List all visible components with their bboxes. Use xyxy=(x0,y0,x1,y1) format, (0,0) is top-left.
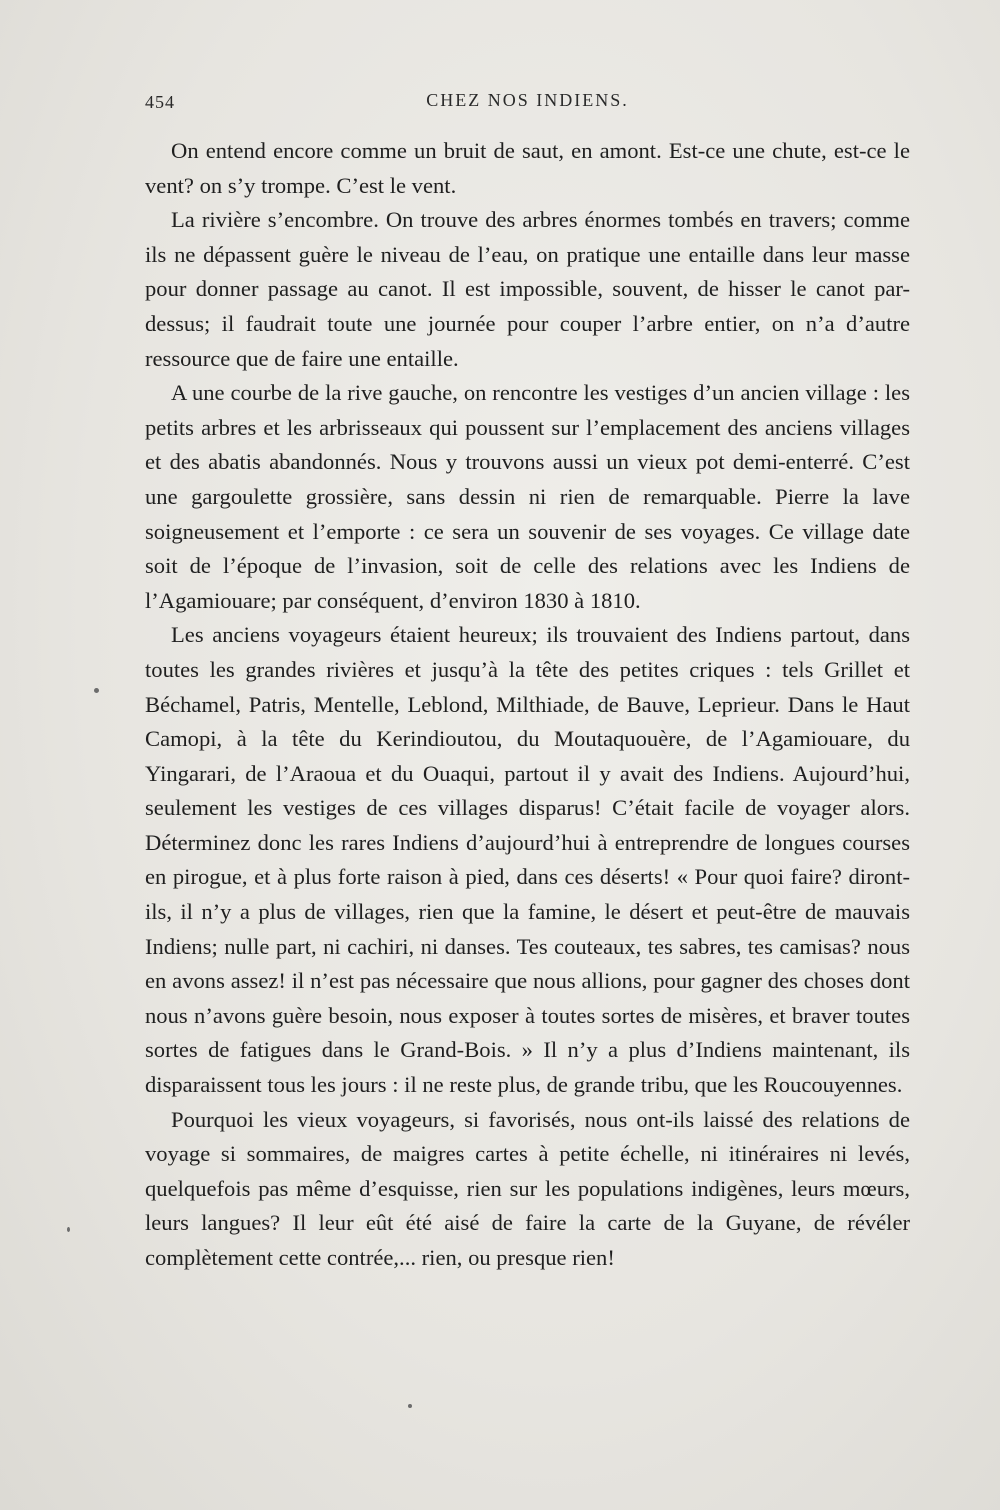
ink-speck xyxy=(94,688,99,693)
paragraph: Les anciens voyageurs étaient heureux; ils trouvaient des Indiens partout, dans toutes les grandes rivières et jusqu’à la tête des petites criques : tels Grillet et Béchamel, Patris, Mentelle, Leblond, Milthiade, de Bauve, Leprieur. Dans le Haut Camopi, à la tête du Kerindioutou, du Moutaquouère, de l’Agamiouare, du Yingarari, de l’Araoua et du Ouaqui, partout il y avait des Indiens. Aujourd’hui, seulement les vestiges de ces villages disparus! C’était facile de voyager alors. Déterminez donc les rares Indiens d’aujourd’hui à entreprendre de longues courses en pirogue, et à plus forte raison à pied, dans ces déserts! « Pour quoi faire? diront-ils, il n’y a plus de villages, rien que la famine, le désert et peut-être de mauvais Indiens; nulle part, ni cachiri, ni danses. Tes couteaux, tes sabres, tes camisas? nous en avons assez! il n’est pas nécessaire que nous allions, pour gagner des choses dont nous n’avons guère besoin, nous exposer à toutes sortes de misères, et braver toutes sortes de fatigues dans le Grand-Bois. » Il n’y a plus d’Indiens maintenant, ils disparaissent tous les jours : il ne reste plus, de grande tribu, que les Roucouyennes. xyxy=(145,622,910,1098)
paragraph: Pourquoi les vieux voyageurs, si favorisés, nous ont-ils laissé des relations de voyage si sommaires, de maigres cartes à petite échelle, ni itinéraires ni levés, quelquefois pas même d’esquisse, rien sur les populations indigènes, leurs mœurs, leurs langues? Il leur eût été aisé de faire la carte de la Guyane, de révéler complètement cette contrée,... rien, ou presque rien! xyxy=(145,1106,910,1270)
running-head: CHEZ NOS INDIENS. xyxy=(426,90,629,110)
ink-speck xyxy=(67,1227,70,1232)
page-header xyxy=(145,90,910,116)
paragraph: La rivière s’encombre. On trouve des arbres énormes tombés en travers; comme ils ne dépassent guère le niveau de l’eau, on pratique une entaille dans leur masse pour donner passage au canot. Il est impossible, souvent, de hisser le canot par-dessus; il faudrait toute une journée pour couper l’arbre entier, on n’a d’autre ressource que de faire une entaille. xyxy=(145,207,910,371)
paragraph: On entend encore comme un bruit de saut, en amont. Est-ce une chute, est-ce le vent? on s’y trompe. C’est le vent. xyxy=(145,138,910,198)
body-text xyxy=(145,134,910,1276)
page-number: 454 xyxy=(145,92,175,112)
paragraph: A une courbe de la rive gauche, on rencontre les vestiges d’un ancien village : les petits arbres et les arbrisseaux qui poussent sur l’emplacement des anciens villages et des abatis abandonnés. Nous y trouvons aussi un vieux pot demi-enterré. C’est une gargoulette grossière, sans dessin ni rien de remarquable. Pierre la lave soigneusement et l’emporte : ce sera un souvenir de ses voyages. Ce village date soit de l’époque de l’invasion, soit de celle des relations avec les Indiens de l’Agamiouare; par conséquent, d’environ 1830 à 1810. xyxy=(145,380,910,613)
ink-speck xyxy=(408,1404,412,1408)
